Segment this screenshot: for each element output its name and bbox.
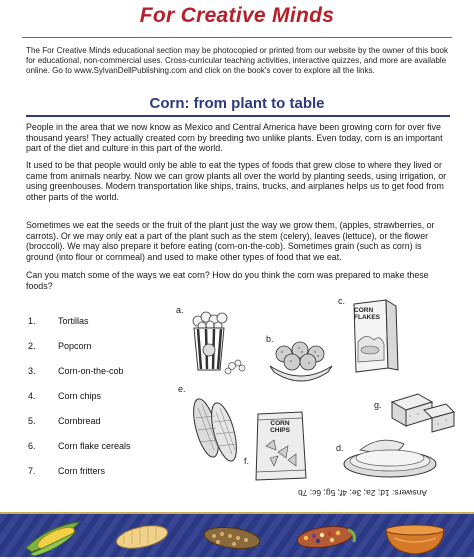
list-item-number: 5. (28, 416, 36, 426)
paragraph-eating: Sometimes we eat the seeds or the fruit of the plant just the way we grow them, (apples, strawberries, or carrots). Or we may only eat a part of the plant such as the stem (celery), leaves (lettuce), or the flower (broccoli). We may also prepare it before eating (corn-on-the-cob). Sometimes grain (such as corn) is ground (into flour or cornmeal) and used to make other types of food that we eat. (26, 220, 435, 262)
picture-label-g: g. (374, 400, 382, 410)
tortillas-icon (340, 430, 440, 482)
corn-dark-cob-icon (200, 520, 264, 556)
list-item-label: Cornbread (58, 416, 101, 426)
list-item-label: Corn chips (58, 391, 102, 401)
chips-bag-text: CORN CHIPS (270, 420, 290, 434)
picture-label-c: c. (338, 296, 346, 306)
picture-label-f: f. (244, 456, 250, 466)
list-item (28, 441, 131, 451)
picture-label-b: b. (266, 334, 274, 344)
corn-cob-icon (184, 388, 250, 468)
section-title: Corn: from plant to table (149, 95, 325, 112)
picture-label-a: a. (176, 305, 184, 315)
section-rule (26, 115, 450, 117)
list-item-number: 2. (28, 341, 36, 351)
list-item-number: 4. (28, 391, 36, 401)
bowl-icon (382, 518, 448, 556)
fritters-bowl-icon (266, 338, 336, 388)
list-item-label: Popcorn (58, 341, 92, 351)
paragraph-history: People in the area that we now know as Mexico and Central America have been growing corn for over five thousand years! They actually created corn by breeding two unlike plants. Even today, corn is an important part of the diet and culture in this part of the world. (26, 122, 443, 154)
bottom-band (0, 512, 474, 557)
answers-text: Answers: 1d; 2a; 3e; 4f; 5g; 6c; 7b (298, 488, 427, 498)
list-item (28, 366, 124, 376)
list-item-number: 3. (28, 366, 36, 376)
popcorn-box-icon (184, 308, 254, 378)
list-item-number: 6. (28, 441, 36, 451)
corn-cob-band-icon (112, 518, 172, 556)
picture-label-e: e. (178, 384, 186, 394)
list-item-number: 1. (28, 316, 36, 326)
corn-husk-icon (22, 518, 84, 556)
title-rule (22, 37, 452, 38)
cornbread-icon (384, 386, 456, 436)
list-item (28, 466, 105, 476)
list-item-number: 7. (28, 466, 36, 476)
picture-label-d: d. (336, 443, 344, 453)
list-item-label: Tortillas (58, 316, 89, 326)
list-item (28, 316, 89, 326)
list-item (28, 391, 101, 401)
paragraph-question: Can you match some of the ways we eat corn? How do you think the corn was prepared to make these foods? (26, 270, 429, 291)
intro-text: The For Creative Minds educational section may be photocopied or printed from our website by the owner of this book for educational, non-commercial uses. Cross-curricular teaching activities, interactive quizzes, and more are available online. Go to www.SylvanDellPublishing.com and click on the book's cover to explore all the links. (26, 46, 448, 75)
page-title: For Creative Minds (139, 4, 335, 27)
list-item (28, 416, 101, 426)
cereal-box-text: CORN FLAKES (354, 307, 380, 321)
paragraph-growing: It used to be that people would only be able to eat the types of foods that grew close to where they lived or came from animals nearby. Now we can grow plants all over the world by planting seeds, using irrigation, or using greenhouses. Modern transportation like ships, trains, trucks, and airplanes helps us to get food from other parts of the world. (26, 160, 447, 202)
list-item (28, 341, 92, 351)
list-item-label: Corn-on-the-cob (58, 366, 124, 376)
list-item-label: Corn flake cereals (58, 441, 131, 451)
list-item-label: Corn fritters (58, 466, 106, 476)
multicolor-corn-icon (292, 518, 358, 556)
